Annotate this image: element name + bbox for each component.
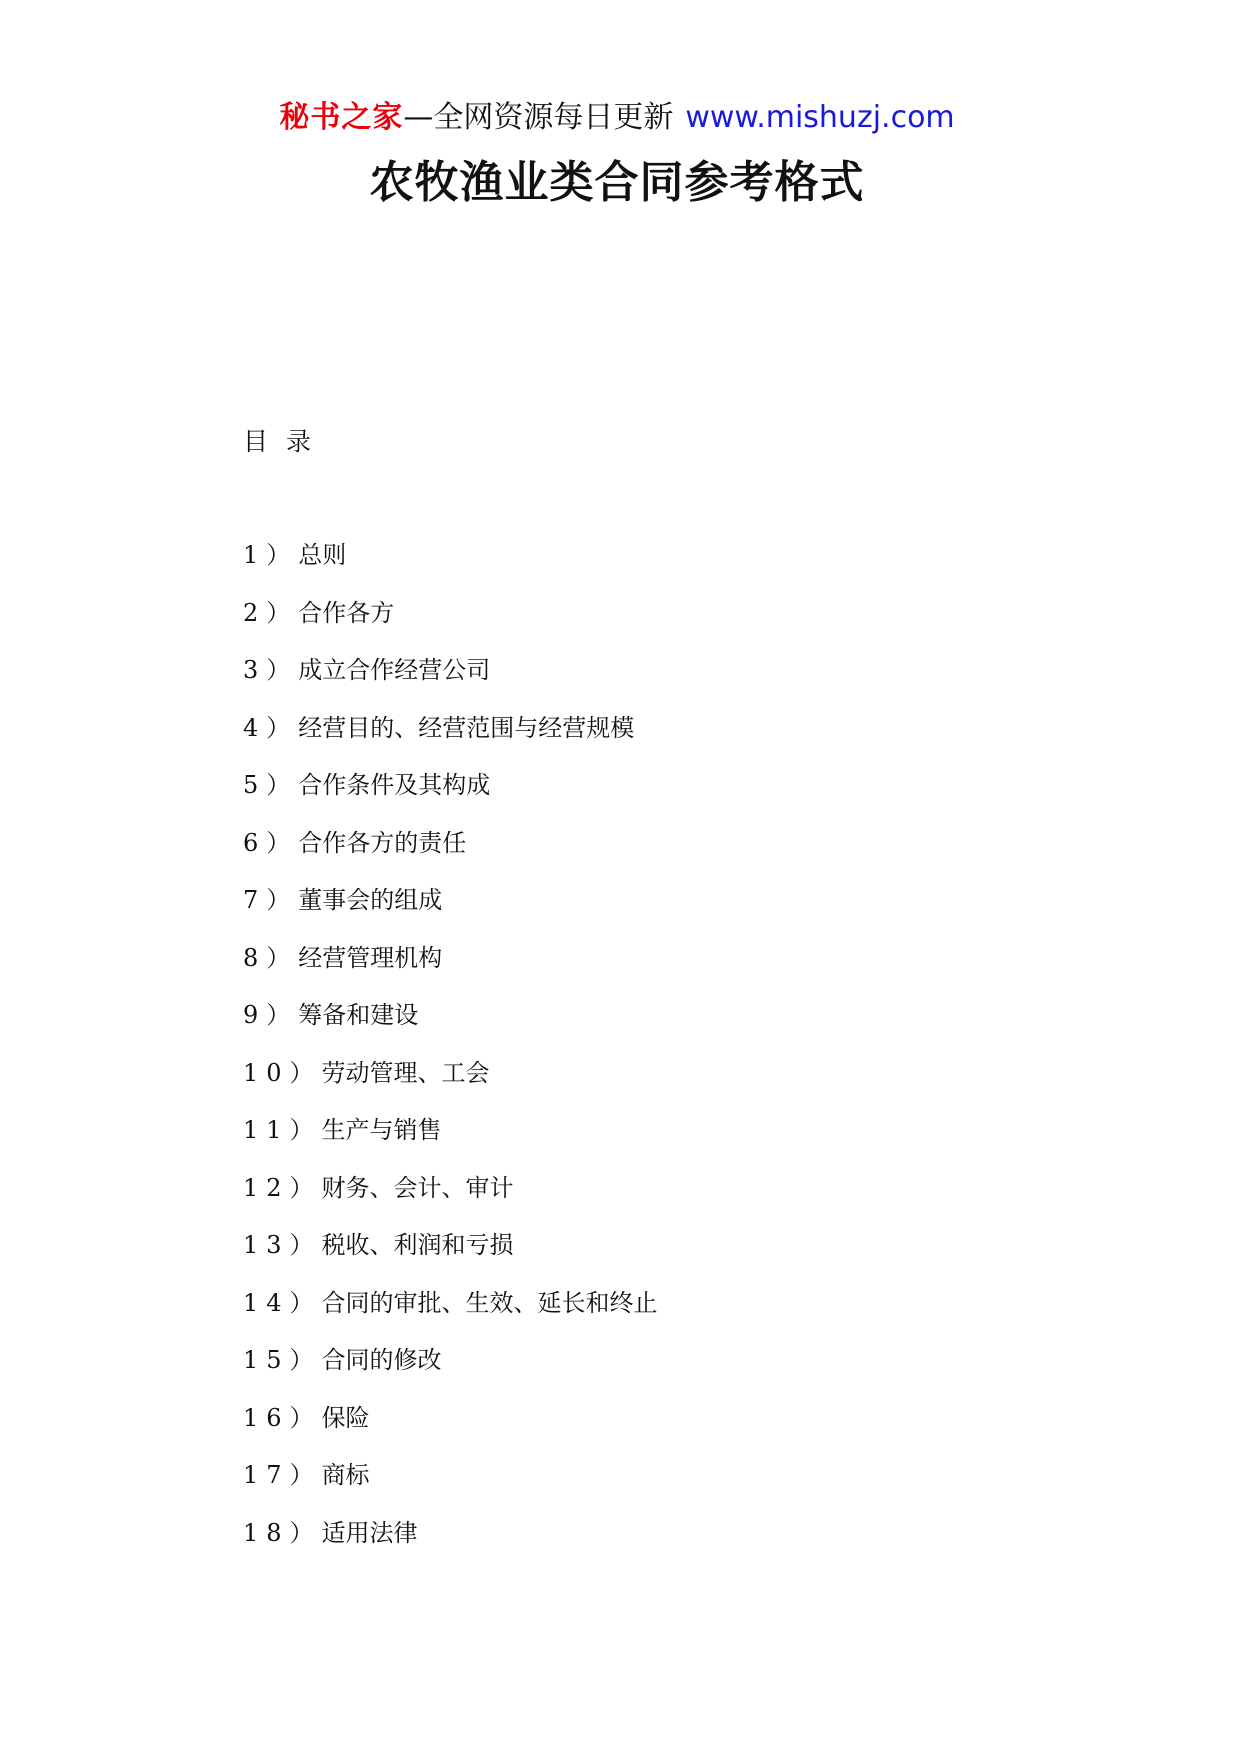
toc-item-text: 总则	[298, 541, 347, 569]
toc-item-number: 4）	[243, 713, 299, 742]
toc-item-number: 1）	[243, 541, 299, 569]
toc-list	[243, 538, 658, 1573]
toc-item	[243, 596, 658, 654]
toc-item-text: 合作条件及其构成	[298, 771, 491, 799]
site-url-link[interactable]: www.mishuzj.com	[685, 100, 955, 135]
toc-item-number: 9）	[243, 1001, 299, 1029]
toc-item-text: 适用法律	[321, 1518, 418, 1547]
toc-item	[243, 768, 658, 826]
toc-item	[243, 883, 658, 941]
toc-item	[243, 1171, 658, 1229]
toc-item-text: 成立合作经营公司	[298, 656, 491, 684]
toc-item	[243, 1113, 658, 1171]
toc-item-number: 2）	[243, 598, 299, 627]
toc-item-text: 合同的审批、生效、延长和终止	[321, 1288, 658, 1317]
toc-item-text: 筹备和建设	[298, 1001, 419, 1029]
toc-item-text: 生产与销售	[321, 1116, 442, 1144]
toc-item-number: 14）	[243, 1288, 322, 1317]
toc-item-number: 7）	[243, 886, 299, 914]
toc-item	[243, 1056, 658, 1114]
toc-item-number: 18）	[243, 1518, 322, 1547]
toc-item-text: 合作各方的责任	[298, 828, 467, 857]
toc-item	[243, 1401, 658, 1459]
toc-item-number: 11）	[243, 1116, 322, 1144]
toc-item-number: 12）	[243, 1173, 322, 1202]
toc-item-number: 17）	[243, 1461, 322, 1489]
toc-item-number: 8）	[243, 943, 299, 972]
toc-item	[243, 998, 658, 1056]
toc-item-number: 5）	[243, 771, 299, 799]
toc-item-number: 16）	[243, 1403, 322, 1432]
toc-item	[243, 1516, 658, 1574]
toc-item	[243, 711, 658, 769]
toc-item	[243, 538, 658, 596]
toc-item-text: 合作各方	[298, 598, 395, 627]
toc-item-text: 经营目的、经营范围与经营规模	[298, 713, 635, 742]
document-title: 农牧渔业类合同参考格式	[369, 157, 865, 208]
toc-item-text: 保险	[321, 1403, 370, 1432]
toc-item-number: 15）	[243, 1346, 322, 1374]
toc-item-number: 13）	[243, 1231, 322, 1259]
toc-item	[243, 1458, 658, 1516]
toc-item-text: 经营管理机构	[298, 943, 443, 972]
toc-heading-char: 录	[286, 427, 312, 456]
toc-item-text: 财务、会计、审计	[321, 1173, 514, 1202]
toc-item-number: 3）	[243, 656, 299, 684]
toc-item-text: 合同的修改	[321, 1346, 442, 1374]
toc-item	[243, 826, 658, 884]
toc-item	[243, 1286, 658, 1344]
toc-item-text: 商标	[321, 1461, 370, 1489]
toc-item-number: 6）	[243, 828, 299, 857]
site-tagline: —全网资源每日更新	[403, 100, 674, 135]
toc-item	[243, 941, 658, 999]
toc-item	[243, 1343, 658, 1401]
toc-heading-char: 目	[243, 427, 269, 456]
toc-item-text: 税收、利润和亏损	[321, 1231, 514, 1259]
toc-item-text: 董事会的组成	[298, 886, 443, 914]
toc-item	[243, 1228, 658, 1286]
toc-heading	[243, 425, 311, 459]
toc-item	[243, 653, 658, 711]
toc-item-number: 10）	[243, 1058, 322, 1087]
site-header	[0, 98, 1234, 138]
site-brand: 秘书之家	[279, 100, 404, 135]
toc-item-text: 劳动管理、工会	[321, 1058, 490, 1087]
